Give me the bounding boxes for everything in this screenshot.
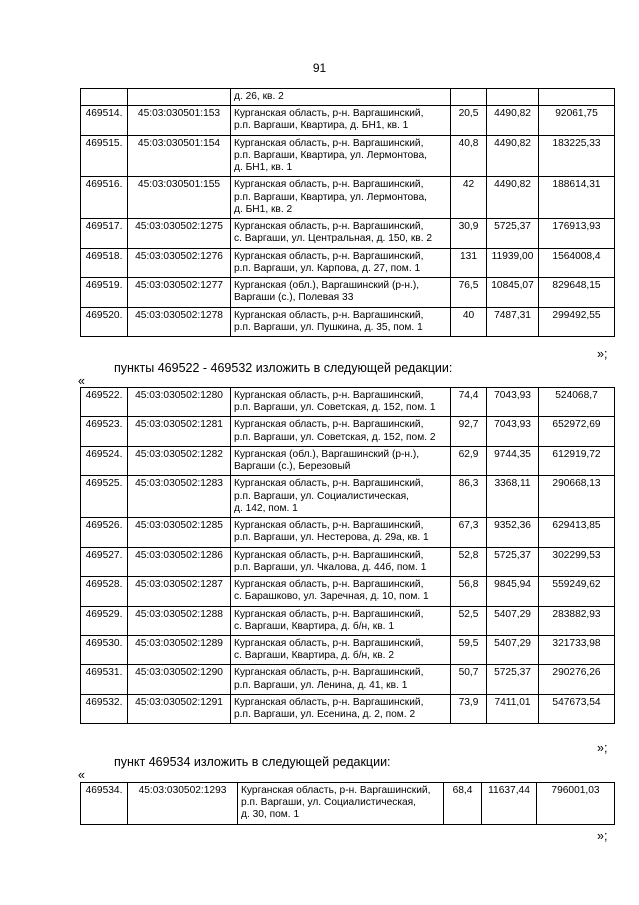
area-cell: 131: [451, 248, 487, 277]
area-cell: 52,8: [451, 547, 487, 576]
table-row: [81, 417, 615, 446]
row-number-cell: 469514.: [81, 106, 128, 135]
address-line: Курганская область, р-н. Варгашинский,: [234, 179, 424, 191]
unit-price-cell: 9845,94: [487, 577, 539, 606]
address-line: Курганская область, р-н. Варгашинский,: [234, 250, 424, 262]
address-line: р.п. Варгаши, ул. Ленина, д. 41, кв. 1: [234, 679, 408, 691]
area-cell: 42: [451, 177, 487, 219]
area-cell: 73,9: [451, 694, 487, 723]
address-line: с. Варгаши, Квартира, д. б/н, кв. 2: [234, 650, 395, 662]
address-cell: [231, 248, 451, 277]
cadastral-value-cell: 547673,54: [539, 694, 615, 723]
unit-price-cell: 7487,31: [487, 307, 539, 336]
closing-quote-2: »;: [597, 741, 608, 755]
address-line: с. Варгаши, ул. Центральная, д. 150, кв. 2: [234, 233, 433, 245]
area-cell: 40,8: [451, 135, 487, 177]
unit-price-cell: 9352,36: [487, 518, 539, 547]
table-row: [81, 278, 615, 307]
unit-price-cell: 4490,82: [487, 177, 539, 219]
row-number-cell: 469526.: [81, 518, 128, 547]
cadastral-value-cell: 1564008,4: [539, 248, 615, 277]
cadastral-value-cell: 629413,85: [539, 518, 615, 547]
address-line: Курганская область, р-н. Варгашинский,: [234, 108, 424, 120]
address-cell: [231, 665, 451, 694]
address-line: Курганская область, р-н. Варгашинский,: [234, 137, 424, 149]
address-line: с. Варгаши, Квартира, д. б/н, кв. 1: [234, 620, 395, 632]
row-number-cell: 469531.: [81, 665, 128, 694]
cadastral-number-cell: 45:03:030502:1281: [128, 417, 231, 446]
cadastral-number-cell: 45:03:030502:1288: [128, 606, 231, 635]
cadastral-number-cell: 45:03:030502:1285: [128, 518, 231, 547]
cadastral-number-cell: 45:03:030501:153: [128, 106, 231, 135]
property-table-3: [80, 782, 615, 825]
cadastral-number-cell: 45:03:030502:1283: [128, 476, 231, 518]
address-line: Курганская область, р-н. Варгашинский,: [234, 419, 424, 431]
table-row: [81, 606, 615, 635]
table-row: [81, 307, 615, 336]
opening-quote-2: «: [78, 768, 85, 782]
unit-price-cell: 9744,35: [487, 446, 539, 475]
cadastral-value-cell: 290276,26: [539, 665, 615, 694]
address-line: с. Барашково, ул. Заречная, д. 10, пом. 1: [234, 591, 429, 603]
address-cell: [231, 177, 451, 219]
table-row: [81, 518, 615, 547]
area-cell: 59,5: [451, 635, 487, 664]
address-line: д. БН1, кв. 1: [234, 162, 293, 174]
table-row: [81, 177, 615, 219]
row-number-cell: 469532.: [81, 694, 128, 723]
row-number-cell: [81, 89, 128, 106]
address-cell: [231, 219, 451, 248]
cadastral-number-cell: 45:03:030502:1280: [128, 388, 231, 417]
cadastral-number-cell: [128, 89, 231, 106]
cadastral-value-cell: 524068,7: [539, 388, 615, 417]
cadastral-number-cell: 45:03:030501:154: [128, 135, 231, 177]
address-line: р.п. Варгаши, ул. Есенина, д. 2, пом. 2: [234, 709, 416, 721]
cadastral-value-cell: 652972,69: [539, 417, 615, 446]
row-number-cell: 469517.: [81, 219, 128, 248]
address-cell: [231, 135, 451, 177]
cadastral-number-cell: 45:03:030501:155: [128, 177, 231, 219]
address-line: р.п. Варгаши, ул. Карпова, д. 27, пом. 1: [234, 262, 421, 274]
address-cell: [231, 417, 451, 446]
row-number-cell: 469529.: [81, 606, 128, 635]
row-number-cell: 469519.: [81, 278, 128, 307]
address-line: Курганская область, р-н. Варгашинский,: [234, 221, 424, 233]
area-cell: [451, 89, 487, 106]
address-line: Курганская область, р-н. Варгашинский,: [234, 637, 424, 649]
address-line: Курганская область, р-н. Варгашинский,: [234, 309, 424, 321]
cadastral-value-cell: 321733,98: [539, 635, 615, 664]
address-line: Варгаши (с.), Полевая 33: [234, 292, 354, 304]
area-cell: 86,3: [451, 476, 487, 518]
address-line: д. 142, пом. 1: [234, 502, 298, 514]
area-cell: 74,4: [451, 388, 487, 417]
table-row: [81, 635, 615, 664]
instruction-paragraph-1: пункты 469522 - 469532 изложить в следующей редакции:: [114, 361, 453, 375]
unit-price-cell: 10845,07: [487, 278, 539, 307]
row-number-cell: 469516.: [81, 177, 128, 219]
row-number-cell: 469534.: [81, 783, 128, 825]
area-cell: 40: [451, 307, 487, 336]
address-line: Курганская область, р-н. Варгашинский,: [234, 696, 424, 708]
area-cell: 62,9: [451, 446, 487, 475]
address-cell: [231, 518, 451, 547]
closing-quote-3: »;: [597, 829, 608, 843]
row-number-cell: 469530.: [81, 635, 128, 664]
closing-quote-1: »;: [597, 347, 608, 361]
unit-price-cell: 5725,37: [487, 547, 539, 576]
address-cell: [231, 388, 451, 417]
address-line: р.п. Варгаши, Квартира, ул. Лермонтова,: [234, 191, 427, 203]
address-cell: [231, 547, 451, 576]
unit-price-cell: 7043,93: [487, 388, 539, 417]
cadastral-number-cell: 45:03:030502:1278: [128, 307, 231, 336]
address-line: р.п. Варгаши, ул. Нестерова, д. 29а, кв. 1: [234, 532, 429, 544]
area-cell: 56,8: [451, 577, 487, 606]
address-cell: [231, 694, 451, 723]
address-line: р.п. Варгаши, ул. Советская, д. 152, пом. 1: [234, 402, 436, 414]
row-number-cell: 469515.: [81, 135, 128, 177]
address-line: р.п. Варгаши, ул. Советская, д. 152, пом. 2: [234, 431, 436, 443]
table-row: [81, 547, 615, 576]
opening-quote-1: «: [78, 374, 85, 388]
area-cell: 20,5: [451, 106, 487, 135]
unit-price-cell: 11939,00: [487, 248, 539, 277]
table-row: [81, 219, 615, 248]
area-cell: 50,7: [451, 665, 487, 694]
cadastral-value-cell: 290668,13: [539, 476, 615, 518]
cadastral-number-cell: 45:03:030502:1277: [128, 278, 231, 307]
address-line: Курганская область, р-н. Варгашинский,: [234, 549, 424, 561]
unit-price-cell: 4490,82: [487, 106, 539, 135]
table-row: [81, 694, 615, 723]
address-cell: [231, 635, 451, 664]
address-cell: [231, 278, 451, 307]
unit-price-cell: 5407,29: [487, 606, 539, 635]
table-row: [81, 783, 615, 825]
address-line: д. БН1, кв. 2: [234, 203, 293, 215]
address-line: Курганская область, р-н. Варгашинский,: [234, 478, 424, 490]
cadastral-value-cell: 829648,15: [539, 278, 615, 307]
cadastral-value-cell: 302299,53: [539, 547, 615, 576]
instruction-paragraph-2: пункт 469534 изложить в следующей редакции:: [114, 755, 391, 769]
property-table-1: [80, 88, 615, 337]
unit-price-cell: 4490,82: [487, 135, 539, 177]
row-number-cell: 469518.: [81, 248, 128, 277]
cadastral-value-cell: 183225,33: [539, 135, 615, 177]
address-line: р.п. Варгаши, ул. Пушкина, д. 35, пом. 1: [234, 321, 423, 333]
table-row: [81, 388, 615, 417]
unit-price-cell: 5725,37: [487, 665, 539, 694]
cadastral-value-cell: 299492,55: [539, 307, 615, 336]
cadastral-value-cell: 283882,93: [539, 606, 615, 635]
cadastral-number-cell: 45:03:030502:1275: [128, 219, 231, 248]
cadastral-value-cell: 612919,72: [539, 446, 615, 475]
row-number-cell: 469524.: [81, 446, 128, 475]
cadastral-number-cell: 45:03:030502:1291: [128, 694, 231, 723]
cadastral-number-cell: 45:03:030502:1290: [128, 665, 231, 694]
address-cell: [231, 606, 451, 635]
address-cell: [231, 89, 451, 106]
address-line: д. 26, кв. 2: [234, 91, 284, 102]
address-line: р.п. Варгаши, Квартира, д. БН1, кв. 1: [234, 120, 409, 132]
cadastral-number-cell: 45:03:030502:1282: [128, 446, 231, 475]
cadastral-value-cell: [539, 89, 615, 106]
table-row: [81, 248, 615, 277]
row-number-cell: 469528.: [81, 577, 128, 606]
table-row: [81, 665, 615, 694]
address-line: Курганская область, р-н. Варгашинский,: [234, 520, 424, 532]
address-line: Курганская область, р-н. Варгашинский,: [241, 785, 431, 796]
address-line: д. 30, пом. 1: [241, 809, 300, 821]
address-cell: [231, 307, 451, 336]
cadastral-number-cell: 45:03:030502:1293: [128, 783, 238, 825]
page-number: 91: [312, 61, 327, 75]
table-row: [81, 135, 615, 177]
property-table-2: [80, 387, 615, 724]
row-number-cell: 469527.: [81, 547, 128, 576]
address-line: Курганская (обл.), Варгашинский (р-н.),: [234, 280, 420, 292]
area-cell: 52,5: [451, 606, 487, 635]
table-row: [81, 446, 615, 475]
address-cell: [231, 446, 451, 475]
row-number-cell: 469523.: [81, 417, 128, 446]
cadastral-value-cell: 796001,03: [537, 783, 615, 825]
address-line: Курганская область, р-н. Варгашинский,: [234, 667, 424, 679]
table-row: [81, 106, 615, 135]
area-cell: 92,7: [451, 417, 487, 446]
table-row: [81, 476, 615, 518]
address-cell: [231, 476, 451, 518]
cadastral-number-cell: 45:03:030502:1276: [128, 248, 231, 277]
address-cell: [231, 577, 451, 606]
cadastral-value-cell: 92061,75: [539, 106, 615, 135]
cadastral-number-cell: 45:03:030502:1289: [128, 635, 231, 664]
address-line: Курганская область, р-н. Варгашинский,: [234, 608, 424, 620]
cadastral-value-cell: 559249,62: [539, 577, 615, 606]
unit-price-cell: 5407,29: [487, 635, 539, 664]
unit-price-cell: 7043,93: [487, 417, 539, 446]
address-line: р.п. Варгаши, ул. Социалистическая,: [234, 490, 410, 502]
area-cell: 67,3: [451, 518, 487, 547]
address-cell: [231, 106, 451, 135]
cadastral-value-cell: 176913,93: [539, 219, 615, 248]
address-line: Курганская (обл.), Варгашинский (р-н.),: [234, 448, 420, 460]
address-line: р.п. Варгаши, ул. Чкалова, д. 44б, пом. 1: [234, 561, 427, 573]
address-line: Курганская область, р-н. Варгашинский,: [234, 579, 424, 591]
row-number-cell: 469522.: [81, 388, 128, 417]
cadastral-number-cell: 45:03:030502:1287: [128, 577, 231, 606]
cadastral-value-cell: 188614,31: [539, 177, 615, 219]
row-number-cell: 469520.: [81, 307, 128, 336]
unit-price-cell: 3368,11: [487, 476, 539, 518]
unit-price-cell: 5725,37: [487, 219, 539, 248]
area-cell: 76,5: [451, 278, 487, 307]
address-line: Варгаши (с.), Березовый: [234, 461, 351, 473]
address-line: Курганская область, р-н. Варгашинский,: [234, 390, 424, 401]
unit-price-cell: [487, 89, 539, 106]
area-cell: 68,4: [444, 783, 482, 825]
row-number-cell: 469525.: [81, 476, 128, 518]
unit-price-cell: 7411,01: [487, 694, 539, 723]
address-cell: [238, 783, 444, 825]
table-row: [81, 89, 615, 106]
address-line: р.п. Варгаши, ул. Социалистическая,: [241, 797, 417, 809]
address-line: р.п. Варгаши, Квартира, ул. Лермонтова,: [234, 149, 427, 161]
cadastral-number-cell: 45:03:030502:1286: [128, 547, 231, 576]
table-row: [81, 577, 615, 606]
unit-price-cell: 11637,44: [482, 783, 537, 825]
area-cell: 30,9: [451, 219, 487, 248]
